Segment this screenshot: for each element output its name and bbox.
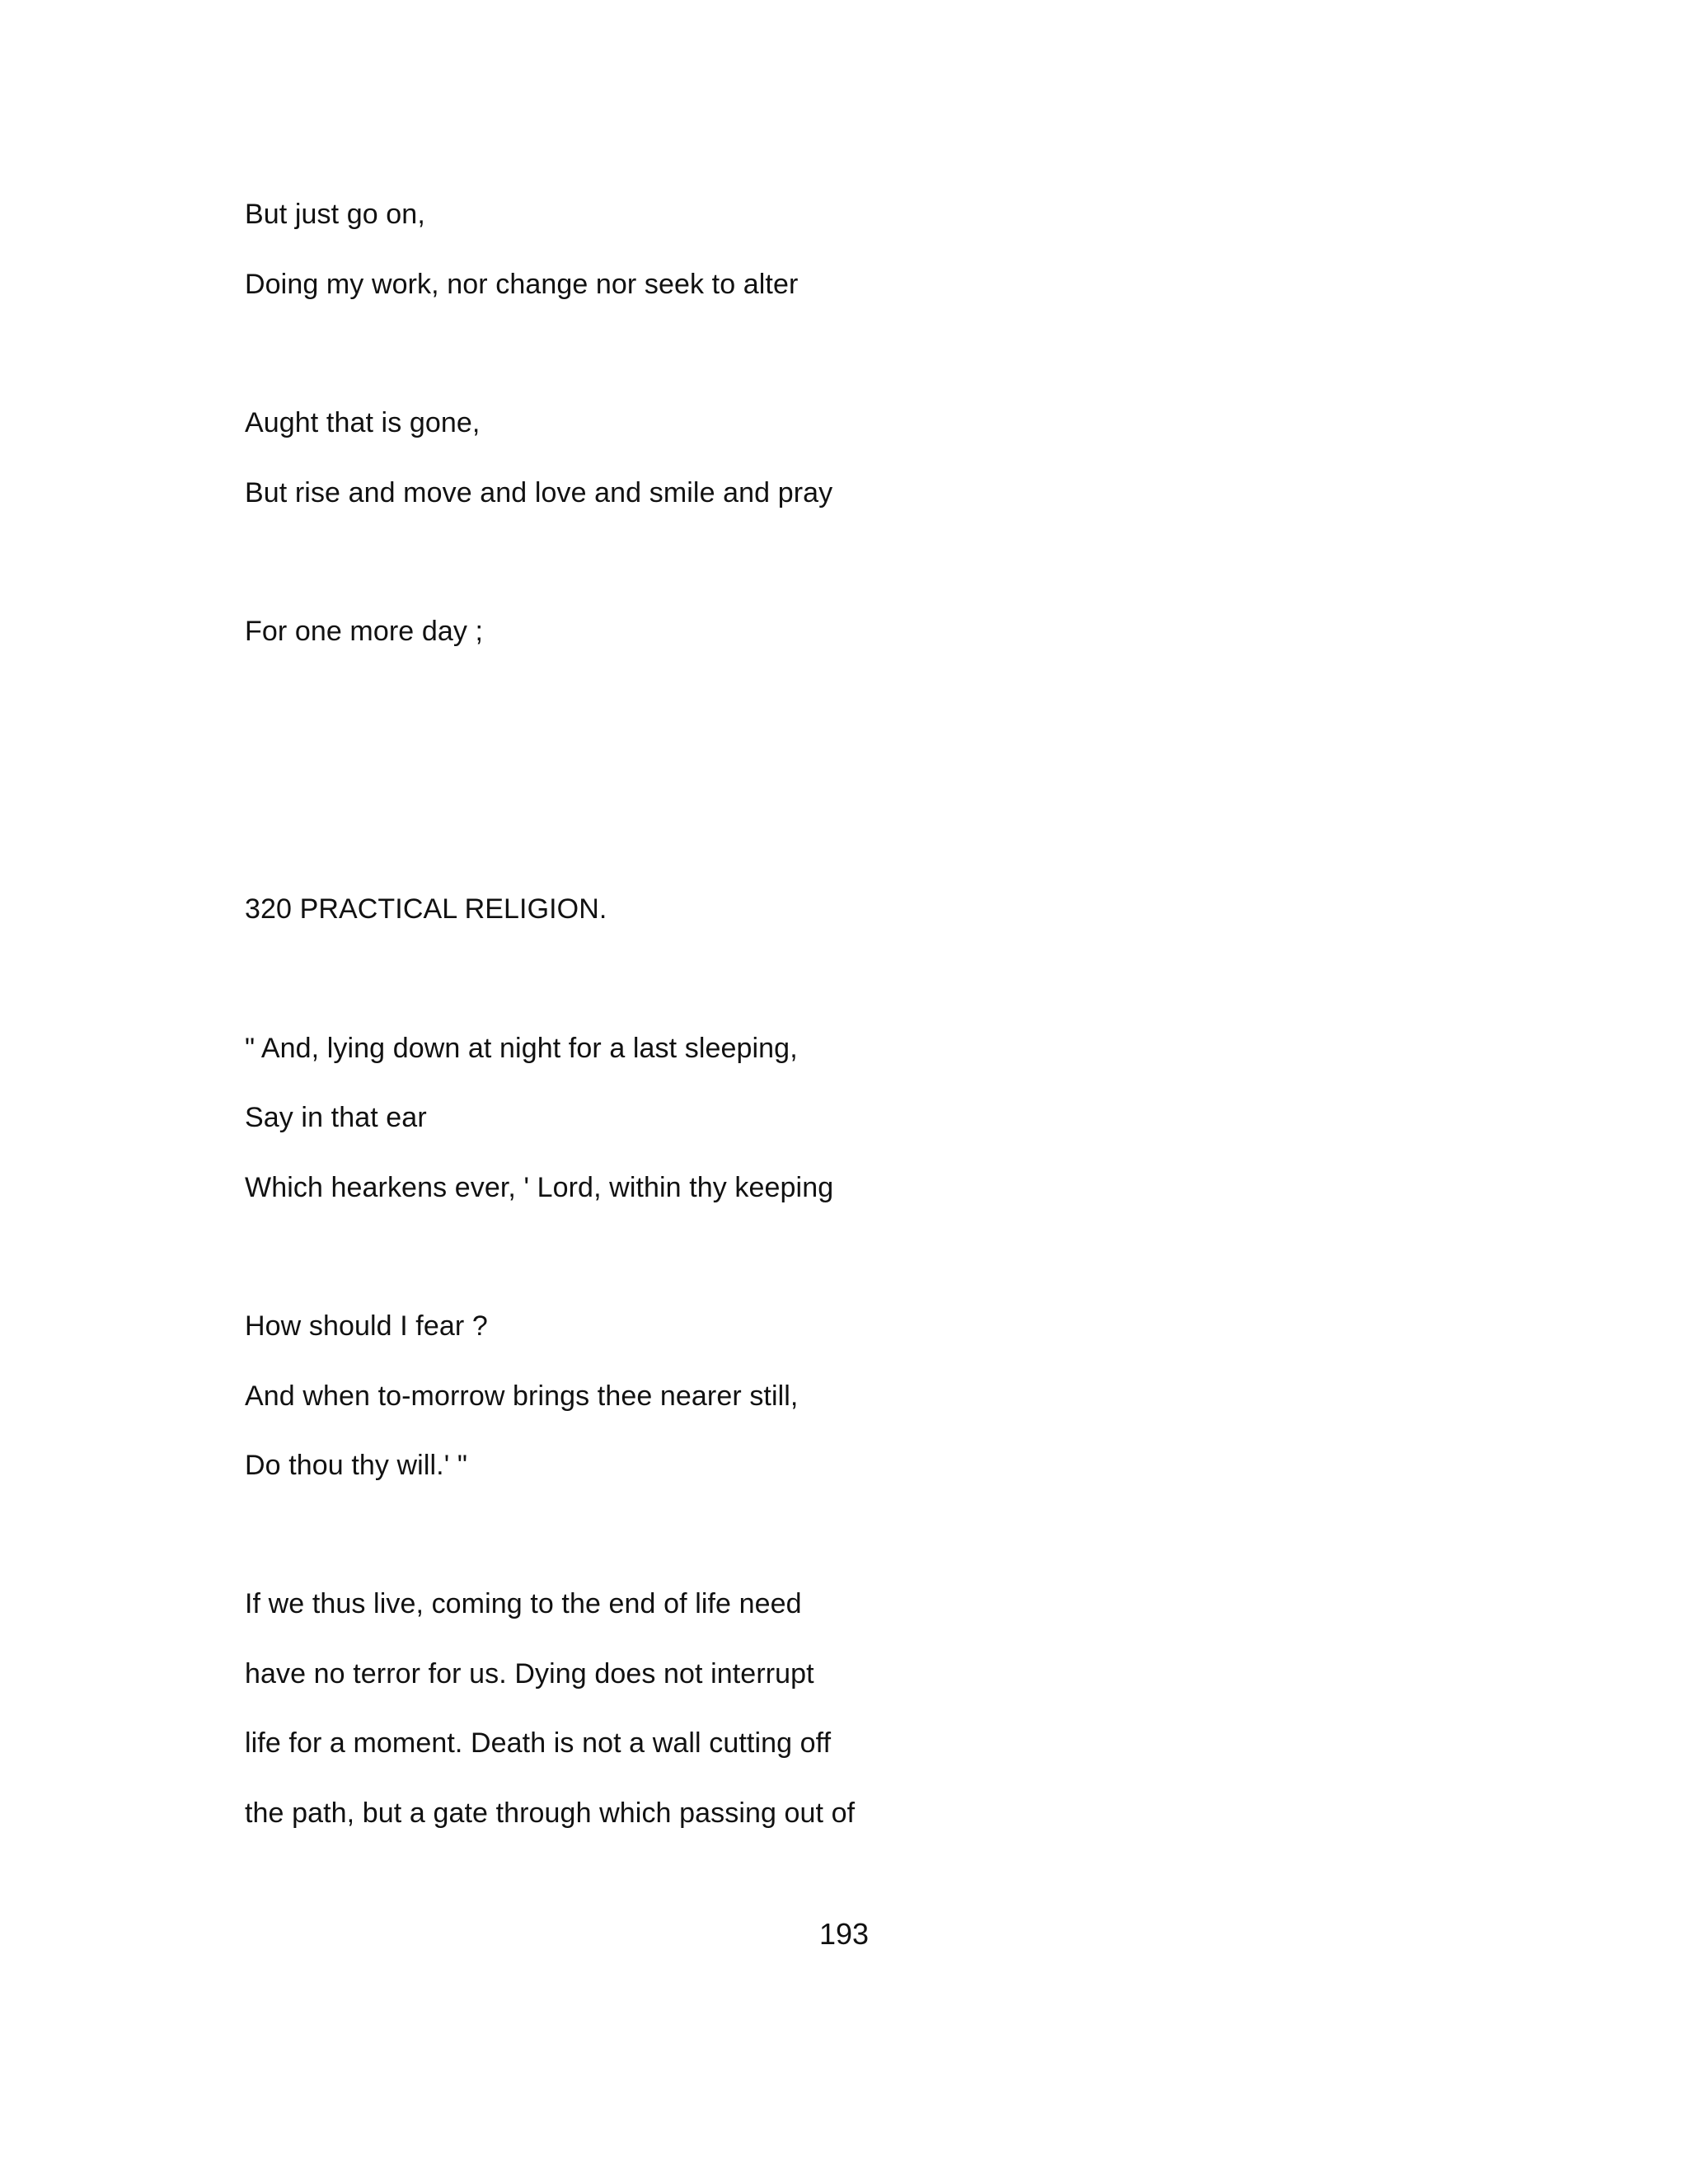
prose-line: have no terror for us. Dying does not interrupt [245,1658,814,1690]
page-number: 193 [818,1917,870,1951]
poem-line: How should I fear ? [245,1310,488,1342]
poem-line: " And, lying down at night for a last sleeping, [245,1033,798,1064]
poem-line: Do thou thy will.' " [245,1450,467,1481]
poem-line: Say in that ear [245,1102,427,1133]
prose-line: the path, but a gate through which passing out of [245,1797,856,1829]
poem-line: But rise and move and love and smile and pray [245,477,833,509]
poem-line: But just go on, [245,199,425,230]
running-header: 320 PRACTICAL RELIGION. [245,893,607,925]
prose-line: If we thus live, coming to the end of life need [245,1588,802,1619]
poem-line: Doing my work, nor change nor seek to alter [245,269,799,300]
poem-line: And when to-morrow brings thee nearer still, [245,1380,799,1412]
prose-line: life for a moment. Death is not a wall cutting off [245,1727,832,1759]
poem-line: Which hearkens ever, ' Lord, within thy keeping [245,1172,834,1203]
poem-line: Aught that is gone, [245,407,481,438]
poem-line: For one more day ; [245,616,484,647]
